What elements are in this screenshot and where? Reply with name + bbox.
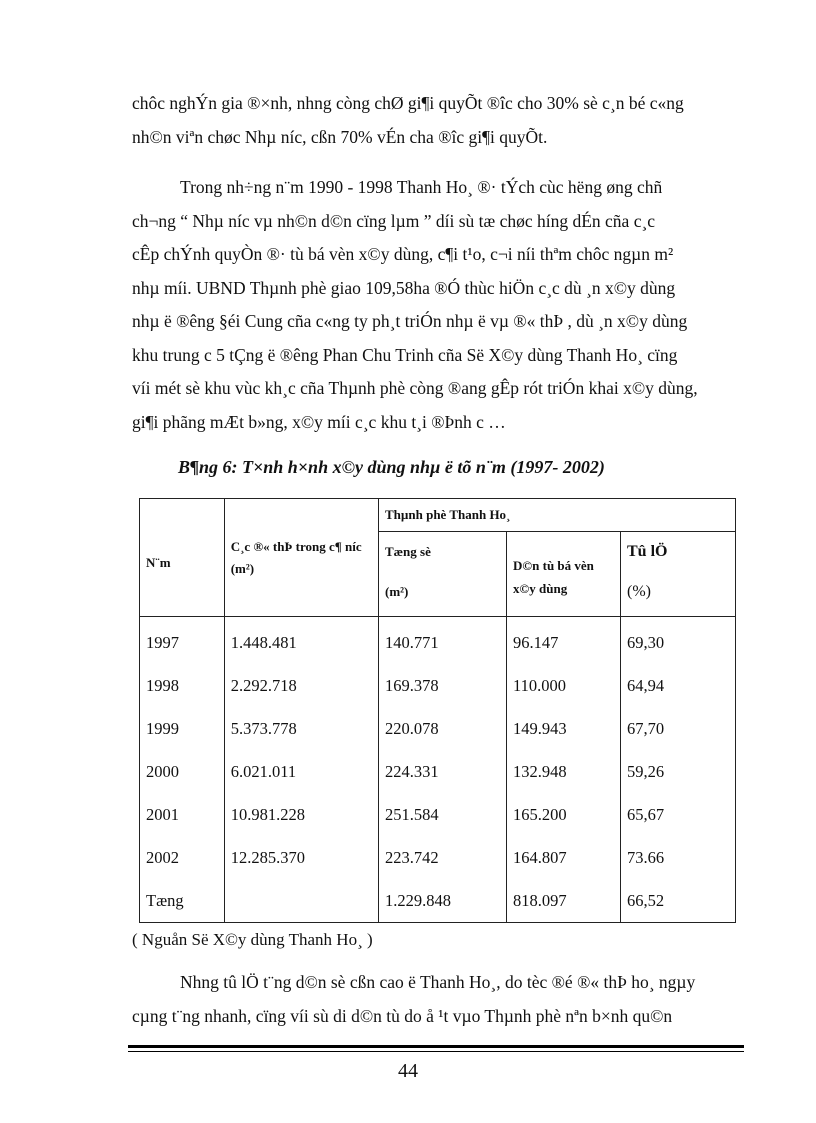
page-number: 44: [398, 1060, 418, 1082]
table-cell: 73.66: [627, 848, 665, 867]
table-cell: 149.943: [513, 719, 567, 738]
table-cell: 164.807: [513, 848, 567, 867]
table-cell: 165.200: [513, 805, 567, 824]
header-national: C¸c ®« thÞ trong c¶ níc (m²): [224, 499, 378, 617]
header-year: N¨m: [140, 499, 225, 617]
text-line: cµng t¨ng nhanh, cïng víi sù di d©n tù do å ¹t vµo Thµnh phè nªn b×nh qu©n: [132, 1005, 673, 1026]
table-cell: 169.378: [384, 676, 439, 695]
header-people: D©n tù bá vèn x©y dùng: [507, 532, 621, 617]
table-cell: 1.448.481: [230, 633, 297, 652]
header-ratio: [621, 532, 736, 617]
footer-rule-thin: [128, 1051, 744, 1052]
table-cell: 59,26: [627, 762, 665, 781]
housing-table: [139, 498, 736, 923]
table-cell: 132.948: [513, 762, 567, 781]
table-cell: 66,52: [627, 891, 665, 910]
table-cell: 251.584: [384, 805, 439, 824]
table-cell: 6.021.011: [230, 762, 297, 781]
table-cell: 1998: [146, 676, 179, 695]
header-ratio-label: Tû lÖ: [627, 543, 668, 560]
source-note: ( Nguån Së X©y dùng Thanh Ho¸ ): [132, 930, 373, 949]
text-line: nhµ ë ®êng §éi Cung cña c«ng ty ph¸t triÓn nhµ ë vµ ®« thÞ , dù ¸n x©y dùng: [132, 311, 688, 331]
header-total: [378, 532, 506, 617]
table-cell: 1999: [146, 719, 179, 738]
text-line: chôc nghÝn gia ®×nh, nhng còng chØ gi¶i quyÕt ®îc cho 30% sè c¸n bé c«ng: [132, 93, 684, 113]
paragraph-2: [132, 171, 742, 439]
header-total-unit: (m²): [384, 584, 409, 599]
table-cell: 223.742: [384, 848, 439, 867]
table-cell: 69,30: [627, 633, 665, 652]
header-ratio-unit: (%): [627, 583, 651, 600]
year-column: [140, 617, 225, 923]
text-line: gi¶i phãng mÆt b»ng, x©y míi c¸c khu t¸i ®Þnh c …: [132, 411, 506, 432]
table-cell: 110.000: [513, 676, 567, 695]
table-cell: 12.285.370: [230, 848, 305, 867]
text-line: nhµ míi. UBND Thµnh phè giao 109,58ha ®Ó thùc hiÖn c¸c dù ¸n x©y dùng: [132, 277, 676, 298]
table-cell: 10.981.228: [230, 805, 305, 824]
text-line: ch¬ng “ Nhµ níc vµ nh©n d©n cïng lµm ” díi sù tæ chøc híng dÉn cña c¸c: [132, 210, 656, 231]
table-cell: 224.331: [384, 762, 439, 781]
text-line: Trong nh÷ng n¨m 1990 - 1998 Thanh Ho¸ ®· tÝch cùc hëng øng chñ: [180, 177, 663, 197]
text-line: cÊp chÝnh quyÒn ®· tù bá vèn x©y dùng, c¶i t¹o, c¬i níi thªm chôc ngµn m²: [132, 244, 674, 264]
table-cell: 1.229.848: [384, 891, 451, 910]
text-line: nh©n viªn chøc Nhµ níc, cßn 70% vÉn cha ®îc gi¶i quyÕt.: [132, 126, 548, 147]
header-total-label: Tæng sè: [384, 544, 431, 559]
table-cell: 5.373.778: [230, 719, 297, 738]
ratio-column: [621, 617, 736, 923]
table-cell: 818.097: [513, 891, 567, 910]
paragraph-1: [132, 87, 742, 154]
people-column: [507, 617, 621, 923]
table-cell: 67,70: [627, 719, 665, 738]
paragraph-3: [132, 966, 742, 1033]
table-cell: 220.078: [384, 719, 439, 738]
table-cell: 2002: [146, 848, 179, 867]
city-total-column: [378, 617, 506, 923]
table-cell: 140.771: [384, 633, 439, 652]
text-line: Nhng tû lÖ t¨ng d©n sè cßn cao ë Thanh Ho¸, do tèc ®é ®« thÞ ho¸ ngµy: [180, 972, 696, 992]
table-cell: 2.292.718: [230, 676, 297, 695]
table-header-row: [140, 499, 736, 532]
table-body-row: [140, 617, 736, 923]
table-cell: 96.147: [513, 633, 559, 652]
footer-rule: [128, 1045, 744, 1048]
table-cell: 2001: [146, 805, 179, 824]
text-line: khu trung c 5 tÇng ë ®êng Phan Chu Trinh cña Së X©y dùng Thanh Ho¸ cïng: [132, 344, 678, 365]
table-cell: Tæng: [146, 891, 184, 910]
text-line: víi mét sè khu vùc kh¸c cña Thµnh phè còng ®ang gÊp rót triÓn khai x©y dùng,: [132, 378, 698, 398]
table-cell: 2000: [146, 762, 179, 781]
table-cell: 1997: [146, 633, 179, 652]
national-column: [224, 617, 378, 923]
header-city-group: Thµnh phè Thanh Ho¸: [378, 499, 735, 532]
table-cell: 64,94: [627, 676, 665, 695]
table-caption: B¶ng 6: T×nh h×nh x©y dùng nhµ ë tõ n¨m (1997- 2002): [178, 457, 605, 477]
table-cell: 65,67: [627, 805, 665, 824]
